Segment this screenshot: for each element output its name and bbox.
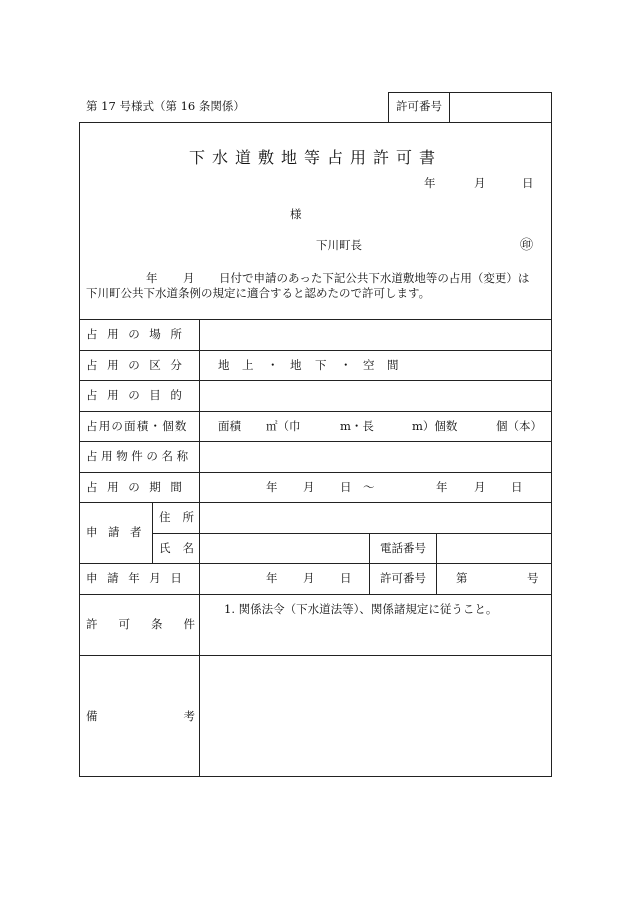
apply-date-label: 申請年月日 <box>86 571 192 585</box>
object-field[interactable] <box>202 444 548 469</box>
area-unit-m2: ㎡（巾 <box>266 419 301 433</box>
row-line <box>79 411 551 412</box>
body-year: 年 <box>146 271 158 285</box>
form-number: 第 17 号様式（第 16 条関係） <box>86 99 245 113</box>
permit-no-suffix: 号 <box>527 571 539 585</box>
name-field[interactable] <box>202 536 366 561</box>
row-line <box>79 472 551 473</box>
period-day-1: 日 <box>340 480 352 494</box>
frame-left <box>79 122 80 776</box>
phone-permit-value-divider <box>436 533 437 594</box>
area-unit-count: m）個数 <box>412 419 458 433</box>
conditions-label: 許可条件 <box>86 617 216 631</box>
category-option[interactable]: 間 <box>387 358 399 372</box>
date-day: 日 <box>522 176 534 190</box>
category-option[interactable]: 地 <box>290 358 302 372</box>
period-year-2: 年 <box>436 480 448 494</box>
phone-label: 電話番号 <box>380 541 426 555</box>
category-option[interactable]: 地 <box>218 358 230 372</box>
row-line <box>152 533 551 534</box>
period-tilde: ～ <box>363 480 375 494</box>
applicant-divider <box>152 502 153 563</box>
frame-right <box>551 92 552 776</box>
address-label: 住所 <box>159 510 206 524</box>
addressee-suffix: 様 <box>290 207 302 221</box>
purpose-field[interactable] <box>202 383 548 408</box>
permit-box-top-border <box>388 92 551 93</box>
date-year: 年 <box>424 176 436 190</box>
permit-number-label: 許可番号 <box>396 99 442 113</box>
place-field[interactable] <box>202 322 548 347</box>
area-text: 面積 <box>218 419 241 433</box>
apply-date-month: 月 <box>303 571 315 585</box>
category-separator: ・ <box>340 358 352 372</box>
category-label: 占用の区分 <box>86 358 192 372</box>
remarks-label-char: 考 <box>183 709 195 723</box>
phone-permit-divider <box>369 533 370 594</box>
apply-date-day: 日 <box>340 571 352 585</box>
period-day-2: 日 <box>511 480 523 494</box>
remarks-field[interactable] <box>202 658 548 773</box>
permit-box-left-border <box>388 92 389 122</box>
period-label: 占用の期間 <box>86 480 192 494</box>
remarks-label <box>86 711 195 723</box>
row-line <box>79 319 551 320</box>
row-line <box>79 655 551 656</box>
permit-no-prefix: 第 <box>456 571 468 585</box>
body-line-1: 日付で申請のあった下記公共下水道敷地等の占用（変更）は <box>219 271 530 285</box>
area-unit-pieces: 個（本） <box>496 419 542 433</box>
category-option[interactable]: 下 <box>315 358 327 372</box>
row-line <box>79 502 551 503</box>
document-title: 下水道敷地等占用許可書 <box>189 148 443 167</box>
category-option[interactable]: 空 <box>363 358 375 372</box>
period-year-1: 年 <box>266 480 278 494</box>
place-label: 占用の場所 <box>86 327 192 341</box>
conditions-text: 1. 関係法令（下水道法等）、関係諸規定に従うこと。 <box>224 602 498 616</box>
area-label: 占用の面積・個数 <box>86 419 188 433</box>
seal-mark: ㊞ <box>520 238 534 253</box>
date-month: 月 <box>474 176 486 190</box>
area-unit-length: m・長 <box>340 419 374 433</box>
row-line <box>79 594 551 595</box>
apply-date-year: 年 <box>266 571 278 585</box>
period-month-1: 月 <box>303 480 315 494</box>
name-label: 氏名 <box>159 541 206 555</box>
remarks-label-char: 備 <box>86 709 98 723</box>
permit-no-label: 許可番号 <box>380 571 426 585</box>
body-line-2: 下川町公共下水道条例の規定に適合すると認めたので許可します。 <box>86 286 431 300</box>
phone-field[interactable] <box>439 536 548 561</box>
row-line <box>79 350 551 351</box>
purpose-label: 占用の目的 <box>86 388 192 402</box>
category-separator: ・ <box>267 358 279 372</box>
applicant-label: 申請者 <box>86 525 152 539</box>
row-line <box>79 563 551 564</box>
issuer: 下川町長 <box>316 238 362 252</box>
permit-number-field[interactable] <box>452 95 548 120</box>
row-line <box>79 441 551 442</box>
address-field[interactable] <box>202 505 548 530</box>
category-option[interactable]: 上 <box>242 358 254 372</box>
frame-bottom <box>79 776 552 777</box>
addressee-field[interactable] <box>120 204 285 222</box>
body-month: 月 <box>183 271 195 285</box>
frame-top <box>79 122 551 123</box>
row-line <box>79 380 551 381</box>
object-label: 占用物件の名称 <box>86 449 192 463</box>
period-month-2: 月 <box>474 480 486 494</box>
permit-box-divider <box>449 92 450 122</box>
